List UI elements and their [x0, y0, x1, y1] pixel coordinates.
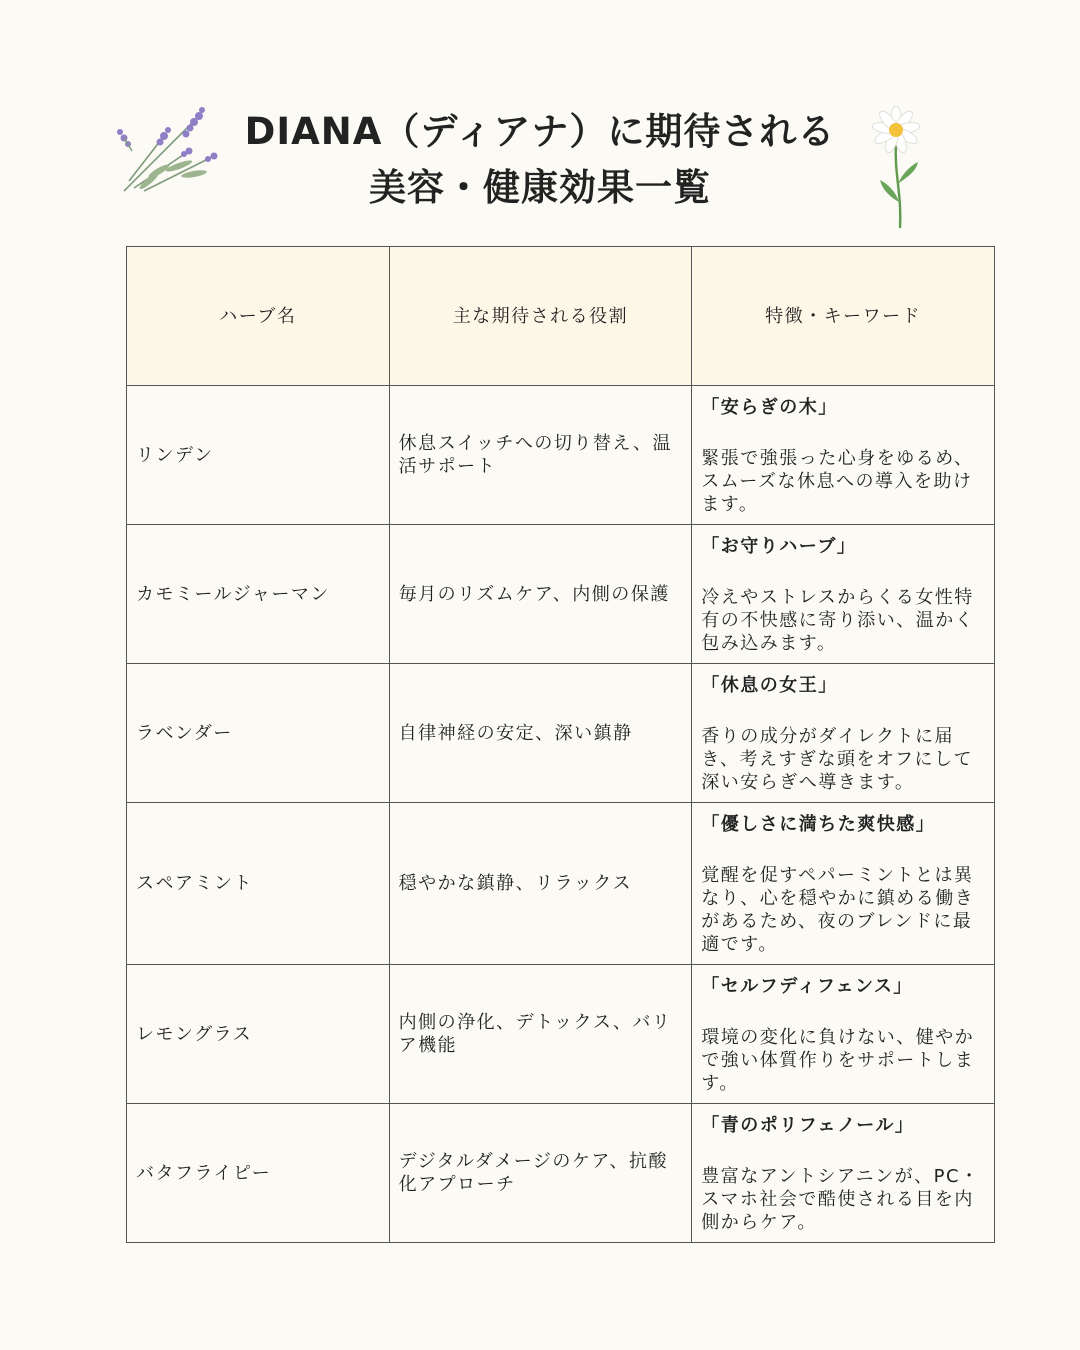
herb-name: バタフライピー — [127, 1104, 390, 1243]
herb-role: 毎月のリズムケア、内側の保護 — [389, 525, 692, 664]
herb-feature — [692, 803, 995, 965]
page-title-line1: DIANA（ディアナ）に期待される — [244, 110, 836, 153]
herb-role: 自律神経の安定、深い鎮静 — [389, 664, 692, 803]
herb-role: デジタルダメージのケア、抗酸化アプローチ — [389, 1104, 692, 1243]
page-title-line2: 美容・健康効果一覧 — [369, 166, 711, 209]
herb-keyword: 「安らぎの木」 — [701, 397, 838, 418]
herb-keyword: 「お守りハーブ」 — [701, 536, 857, 557]
header-role: 主な期待される役割 — [389, 247, 692, 386]
herb-role: 休息スイッチへの切り替え、温活サポート — [389, 386, 692, 525]
herb-description: 覚醒を促すペパーミントとは異なり、心を穏やかに鎮める働きがあるため、夜のブレンドに最適です。 — [701, 865, 975, 955]
herb-feature — [692, 386, 995, 525]
herb-name: スペアミント — [127, 803, 390, 965]
herb-name: ラベンダー — [127, 664, 390, 803]
table-row — [127, 965, 995, 1104]
herb-keyword: 「優しさに満ちた爽快感」 — [701, 814, 936, 835]
herb-keyword: 「青のポリフェノール」 — [701, 1115, 915, 1136]
herb-name: リンデン — [127, 386, 390, 525]
herb-name: カモミールジャーマン — [127, 525, 390, 664]
table-row — [127, 664, 995, 803]
table-row — [127, 386, 995, 525]
table-row — [127, 525, 995, 664]
herb-name: レモングラス — [127, 965, 390, 1104]
header-keyword: 特徴・キーワード — [692, 247, 995, 386]
herb-description: 冷えやストレスからくる女性特有の不快感に寄り添い、温かく包み込みます。 — [701, 587, 975, 654]
herb-role: 内側の浄化、デトックス、バリア機能 — [389, 965, 692, 1104]
herb-feature — [692, 1104, 995, 1243]
herb-keyword: 「休息の女王」 — [701, 675, 838, 696]
herb-feature — [692, 965, 995, 1104]
table-row — [127, 1104, 995, 1243]
header-herb-name: ハーブ名 — [127, 247, 390, 386]
herb-keyword: 「セルフディフェンス」 — [701, 976, 913, 997]
herb-description: 香りの成分がダイレクトに届き、考えすぎな頭をオフにして深い安らぎへ導きます。 — [701, 726, 974, 793]
herb-description: 環境の変化に負けない、健やかで強い体質作りをサポートします。 — [701, 1027, 975, 1094]
herb-role: 穏やかな鎮静、リラックス — [389, 803, 692, 965]
table-row — [127, 803, 995, 965]
herb-description: 緊張で強張った心身をゆるめ、スムーズな休息への導入を助けます。 — [701, 448, 974, 515]
herb-feature — [692, 525, 995, 664]
herb-description: 豊富なアントシアニンが、PC・スマホ社会で酷使される目を内側からケア。 — [701, 1166, 980, 1233]
table-header-row — [127, 247, 995, 386]
herb-feature — [692, 664, 995, 803]
herb-effects-table — [126, 246, 995, 1243]
page-title — [0, 104, 1080, 216]
